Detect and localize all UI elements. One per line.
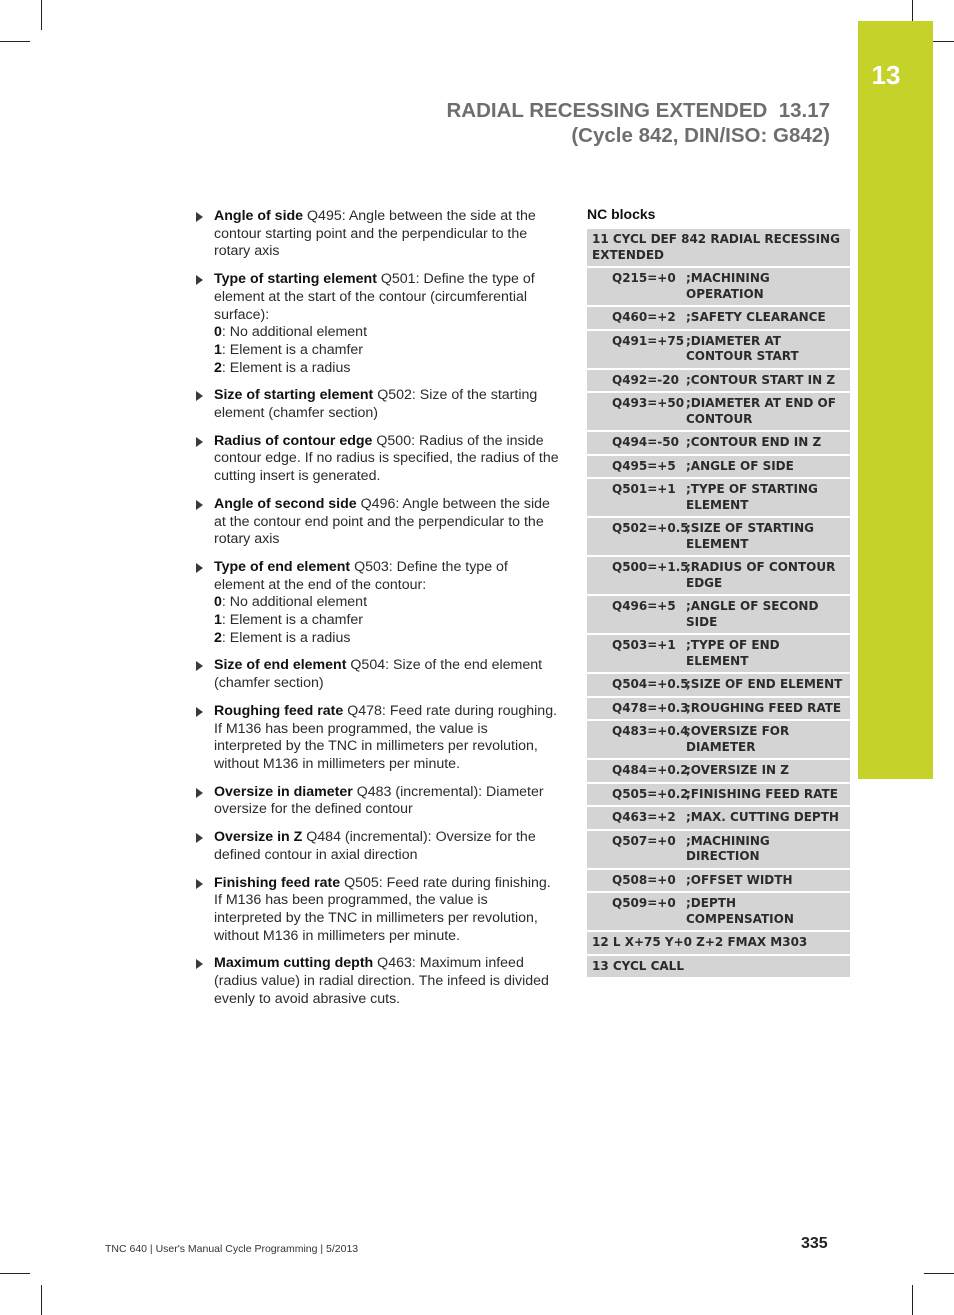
nc-parameter-row bbox=[587, 307, 850, 329]
parameter-option bbox=[214, 324, 559, 342]
crop-mark bbox=[0, 41, 30, 42]
nc-parameter-row bbox=[587, 635, 850, 672]
page-header bbox=[446, 98, 830, 148]
crop-mark bbox=[41, 1285, 42, 1315]
chapter-tab bbox=[858, 21, 933, 779]
nc-parameter-row bbox=[587, 674, 850, 696]
option-key: 0 bbox=[214, 594, 222, 611]
parameter-name: Angle of second side bbox=[214, 495, 357, 512]
nc-parameter-value: Q460=+2 bbox=[612, 310, 676, 324]
parameter-description: Q496: Angle between the side at the contour end point and the perpendicular to the rotary axis bbox=[214, 495, 550, 548]
nc-parameter-comment: ;DEPTH COMPENSATION bbox=[686, 896, 794, 926]
nc-parameter-row bbox=[587, 518, 850, 555]
footer-text: TNC 640 | User's Manual Cycle Programming | 5/2013 bbox=[105, 1243, 359, 1255]
parameter-name: Angle of side bbox=[214, 208, 304, 224]
nc-parameter-comment: ;TYPE OF STARTING ELEMENT bbox=[686, 482, 818, 512]
parameter-name: Maximum cutting depth bbox=[214, 955, 374, 972]
nc-parameter-comment: ;DIAMETER AT CONTOUR START bbox=[686, 333, 799, 363]
parameter-item bbox=[194, 387, 559, 422]
nc-parameter-row bbox=[587, 596, 850, 633]
bullet-triangle-icon bbox=[196, 661, 203, 671]
parameter-option bbox=[214, 342, 559, 360]
page-number: 335 bbox=[801, 1235, 828, 1252]
bullet-triangle-icon bbox=[196, 563, 203, 573]
crop-mark bbox=[924, 1273, 954, 1274]
option-text: : No additional element bbox=[221, 324, 368, 341]
nc-parameter-value: Q503=+1 bbox=[612, 638, 676, 652]
nc-parameter-comment: ;DIAMETER AT END OF CONTOUR bbox=[686, 396, 836, 426]
nc-blocks-heading: NC blocks bbox=[587, 206, 656, 222]
parameter-name: Oversize in Z bbox=[214, 829, 303, 846]
chapter-number: 13 bbox=[871, 60, 901, 90]
nc-parameter-row bbox=[587, 370, 850, 392]
nc-parameter-value: Q494=-50 bbox=[612, 435, 679, 449]
nc-parameter-comment: ;CONTOUR START IN Z bbox=[686, 372, 836, 387]
bullet-triangle-icon bbox=[196, 500, 203, 510]
header-title-line2: (Cycle 842, DIN/ISO: G842) bbox=[571, 124, 830, 147]
parameter-name: Type of end element bbox=[214, 558, 351, 575]
bullet-triangle-icon bbox=[196, 788, 203, 798]
parameter-list bbox=[194, 208, 559, 1018]
parameter-option bbox=[214, 612, 559, 630]
parameter-item bbox=[194, 955, 559, 1008]
parameter-description: Q478: Feed rate during roughing. If M136 has been programmed, the value is interpreted by the TNC in millimeters per revolution, without M136 in millimeters per minute. bbox=[214, 702, 558, 772]
nc-parameter-comment: ;SIZE OF STARTING ELEMENT bbox=[686, 521, 814, 551]
bullet-triangle-icon bbox=[196, 959, 203, 969]
parameter-option bbox=[214, 360, 559, 378]
nc-parameter-value: Q504=+0.5 bbox=[612, 677, 689, 691]
bullet-triangle-icon bbox=[196, 707, 203, 717]
nc-parameter-comment: ;FINISHING FEED RATE bbox=[686, 786, 838, 801]
nc-parameter-comment: ;ROUGHING FEED RATE bbox=[686, 700, 842, 715]
parameter-item bbox=[194, 208, 559, 261]
nc-parameter-comment: ;MAX. CUTTING DEPTH bbox=[686, 810, 839, 824]
nc-parameter-row bbox=[587, 893, 850, 930]
nc-parameter-comment: ;RADIUS OF CONTOUR EDGE bbox=[686, 560, 836, 590]
option-text: : Element is a radius bbox=[221, 629, 351, 646]
option-text: : No additional element bbox=[221, 594, 368, 611]
nc-parameter-row bbox=[587, 807, 850, 829]
nc-parameter-row bbox=[587, 831, 850, 868]
nc-parameter-value: Q505=+0.2 bbox=[612, 786, 689, 801]
nc-parameter-value: Q496=+5 bbox=[612, 599, 676, 613]
nc-parameter-comment: ;TYPE OF END ELEMENT bbox=[686, 638, 780, 668]
nc-parameter-row bbox=[587, 760, 850, 782]
nc-parameter-value: Q509=+0 bbox=[612, 896, 676, 910]
parameter-item bbox=[194, 271, 559, 377]
nc-parameter-comment: ;SAFETY CLEARANCE bbox=[686, 310, 826, 324]
crop-mark bbox=[0, 1273, 30, 1274]
parameter-name: Finishing feed rate bbox=[214, 874, 341, 891]
nc-parameter-comment: ;MACHINING DIRECTION bbox=[686, 833, 770, 863]
parameter-name: Radius of contour edge bbox=[214, 432, 373, 449]
nc-parameter-value: Q500=+1.5 bbox=[612, 560, 689, 574]
crop-mark bbox=[41, 0, 42, 30]
bullet-triangle-icon bbox=[196, 833, 203, 843]
nc-parameter-row bbox=[587, 784, 850, 806]
nc-parameter-value: Q501=+1 bbox=[612, 482, 676, 496]
nc-parameter-comment: ;ANGLE OF SIDE bbox=[686, 458, 794, 473]
nc-parameter-value: Q507=+0 bbox=[612, 833, 676, 848]
parameter-description: Q495: Angle between the side at the contour starting point and the perpendicular to the rotary axis bbox=[214, 208, 536, 260]
parameter-option bbox=[214, 630, 559, 648]
option-text: : Element is a chamfer bbox=[221, 341, 364, 358]
nc-parameter-value: Q508=+0 bbox=[612, 872, 676, 887]
parameter-name: Oversize in diameter bbox=[214, 783, 353, 800]
parameter-option bbox=[214, 594, 559, 612]
nc-parameter-row bbox=[587, 456, 850, 478]
nc-parameter-value: Q463=+2 bbox=[612, 810, 676, 824]
parameter-name: Roughing feed rate bbox=[214, 702, 344, 719]
parameter-name: Type of starting element bbox=[214, 271, 377, 288]
parameter-item bbox=[194, 784, 559, 819]
bullet-triangle-icon bbox=[196, 212, 203, 222]
nc-parameter-row bbox=[587, 331, 850, 368]
option-key: 1 bbox=[214, 612, 222, 629]
parameter-description: Q505: Feed rate during finishing. If M136 has been programmed, the value is interpreted by the TNC in millimeters per revolution, without M136 in millimeters per minute. bbox=[214, 874, 551, 944]
nc-def-line: 11 CYCL DEF 842 RADIAL RECESSING EXTENDED bbox=[587, 229, 850, 266]
parameter-item bbox=[194, 875, 559, 946]
parameter-item bbox=[194, 829, 559, 864]
option-key: 1 bbox=[214, 341, 222, 358]
nc-blocks-table bbox=[587, 229, 850, 979]
nc-parameter-comment: ;ANGLE OF SECOND SIDE bbox=[686, 599, 819, 629]
parameter-item bbox=[194, 657, 559, 692]
parameter-item bbox=[194, 703, 559, 774]
crop-mark bbox=[912, 1285, 913, 1315]
nc-parameter-comment: ;OVERSIZE FOR DIAMETER bbox=[686, 724, 790, 754]
parameter-description: Q500: Radius of the inside contour edge. If no radius is specified, the radius of the cutting insert is generated. bbox=[214, 432, 559, 485]
parameter-description: Q502: Size of the starting element (chamfer section) bbox=[214, 387, 538, 422]
nc-parameter-value: Q484=+0.2 bbox=[612, 763, 689, 777]
nc-cycle-call-line: 13 CYCL CALL bbox=[587, 956, 850, 978]
nc-parameter-comment: ;OFFSET WIDTH bbox=[686, 872, 793, 887]
nc-parameter-value: Q478=+0.3 bbox=[612, 700, 689, 715]
option-key: 0 bbox=[214, 324, 222, 341]
option-key: 2 bbox=[214, 629, 222, 646]
nc-parameter-value: Q492=-20 bbox=[612, 372, 679, 387]
option-key: 2 bbox=[214, 359, 222, 376]
parameter-item bbox=[194, 559, 559, 648]
nc-parameter-comment: ;CONTOUR END IN Z bbox=[686, 435, 822, 449]
nc-parameter-row bbox=[587, 393, 850, 430]
nc-parameter-row bbox=[587, 698, 850, 720]
parameter-name: Size of starting element bbox=[214, 387, 374, 404]
nc-parameter-row bbox=[587, 870, 850, 892]
nc-parameter-row bbox=[587, 721, 850, 758]
bullet-triangle-icon bbox=[196, 437, 203, 447]
parameter-name: Size of end element bbox=[214, 657, 347, 674]
parameter-description: Q463: Maximum infeed (radius value) in radial direction. The infeed is divided evenly to avoid abrasive cuts. bbox=[214, 955, 549, 1007]
bullet-triangle-icon bbox=[196, 879, 203, 889]
nc-parameter-row bbox=[587, 268, 850, 305]
parameter-item bbox=[194, 496, 559, 549]
option-text: : Element is a chamfer bbox=[221, 612, 364, 629]
nc-parameter-row bbox=[587, 557, 850, 594]
nc-parameter-value: Q493=+50 bbox=[612, 396, 685, 410]
nc-parameter-comment: ;SIZE OF END ELEMENT bbox=[686, 677, 843, 691]
nc-parameter-row bbox=[587, 479, 850, 516]
nc-parameter-value: Q483=+0.4 bbox=[612, 724, 689, 738]
header-title-line1: RADIAL RECESSING EXTENDED 13.17 bbox=[446, 99, 830, 122]
parameter-description: Q501: Define the type of element at the start of the contour (circumferential surface): bbox=[214, 271, 535, 323]
bullet-triangle-icon bbox=[196, 391, 203, 401]
nc-parameter-value: Q215=+0 bbox=[612, 271, 676, 285]
nc-parameter-comment: ;OVERSIZE IN Z bbox=[686, 763, 789, 777]
nc-parameter-value: Q502=+0.5 bbox=[612, 521, 689, 535]
parameter-description: Q484 (incremental): Oversize for the defined contour in axial direction bbox=[214, 829, 536, 863]
parameter-description: Q504: Size of the end element (chamfer section) bbox=[214, 657, 543, 692]
nc-parameter-comment: ;MACHINING OPERATION bbox=[686, 271, 770, 301]
nc-parameter-value: Q495=+5 bbox=[612, 458, 676, 473]
parameter-description: Q483 (incremental): Diameter oversize for the defined contour bbox=[214, 783, 544, 818]
parameter-description: Q503: Define the type of element at the end of the contour: bbox=[214, 558, 508, 593]
option-text: : Element is a radius bbox=[221, 359, 351, 376]
parameter-item bbox=[194, 433, 559, 486]
nc-move-line: 12 L X+75 Y+0 Z+2 FMAX M303 bbox=[587, 932, 850, 954]
nc-parameter-row bbox=[587, 432, 850, 454]
bullet-triangle-icon bbox=[196, 275, 203, 285]
nc-parameter-value: Q491=+75 bbox=[612, 333, 685, 348]
